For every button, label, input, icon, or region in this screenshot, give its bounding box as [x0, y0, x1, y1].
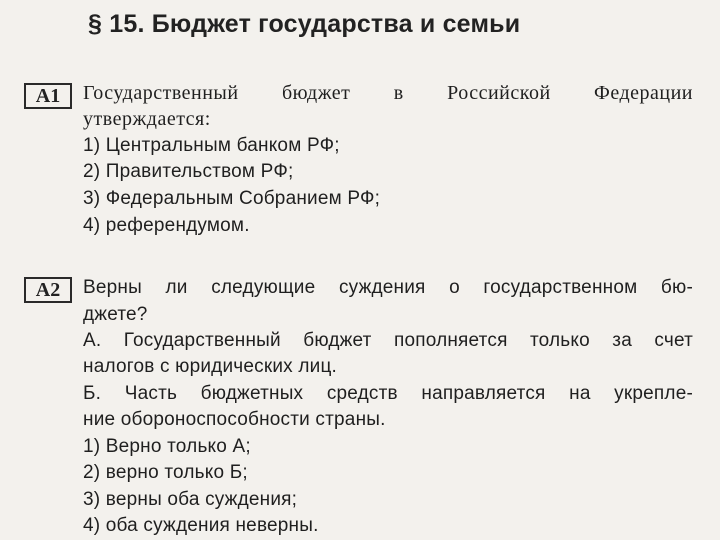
page-title: § 15. Бюджет государства и семьи [88, 10, 521, 38]
a1-option-2: 2) Правительством РФ; [83, 161, 294, 182]
a2-question-line-2: джете? [83, 304, 148, 325]
a1-question-line-1: Государственный бюджет в Российской Федерации [83, 82, 693, 104]
a2-option-3: 3) верны оба суждения; [83, 489, 298, 510]
a2-option-4: 4) оба суждения неверны. [83, 515, 319, 536]
a2-statement-b-line-1: Б. Часть бюджетных средств направляется на укрепле- [83, 383, 693, 404]
a2-question-line-1: Верны ли следующие суждения о государственном бю- [83, 277, 693, 298]
a2-statement-b-line-2: ние обороноспособности страны. [83, 409, 386, 430]
a1-option-3: 3) Федеральным Собранием РФ; [83, 188, 381, 209]
show-through-text [470, 40, 474, 58]
a1-question-line-2: утверждается: [83, 108, 211, 130]
a1-option-4: 4) референдумом. [83, 215, 250, 236]
question-label-a2: A2 [24, 277, 72, 303]
question-label-a1: A1 [24, 83, 72, 109]
a2-option-1: 1) Верно только А; [83, 436, 251, 457]
a2-statement-a-line-2: налогов с юридических лиц. [83, 356, 338, 377]
a1-option-1: 1) Центральным банком РФ; [83, 135, 340, 156]
a2-statement-a-line-1: А. Государственный бюджет пополняется только за счет [83, 330, 693, 351]
a2-option-2: 2) верно только Б; [83, 462, 248, 483]
